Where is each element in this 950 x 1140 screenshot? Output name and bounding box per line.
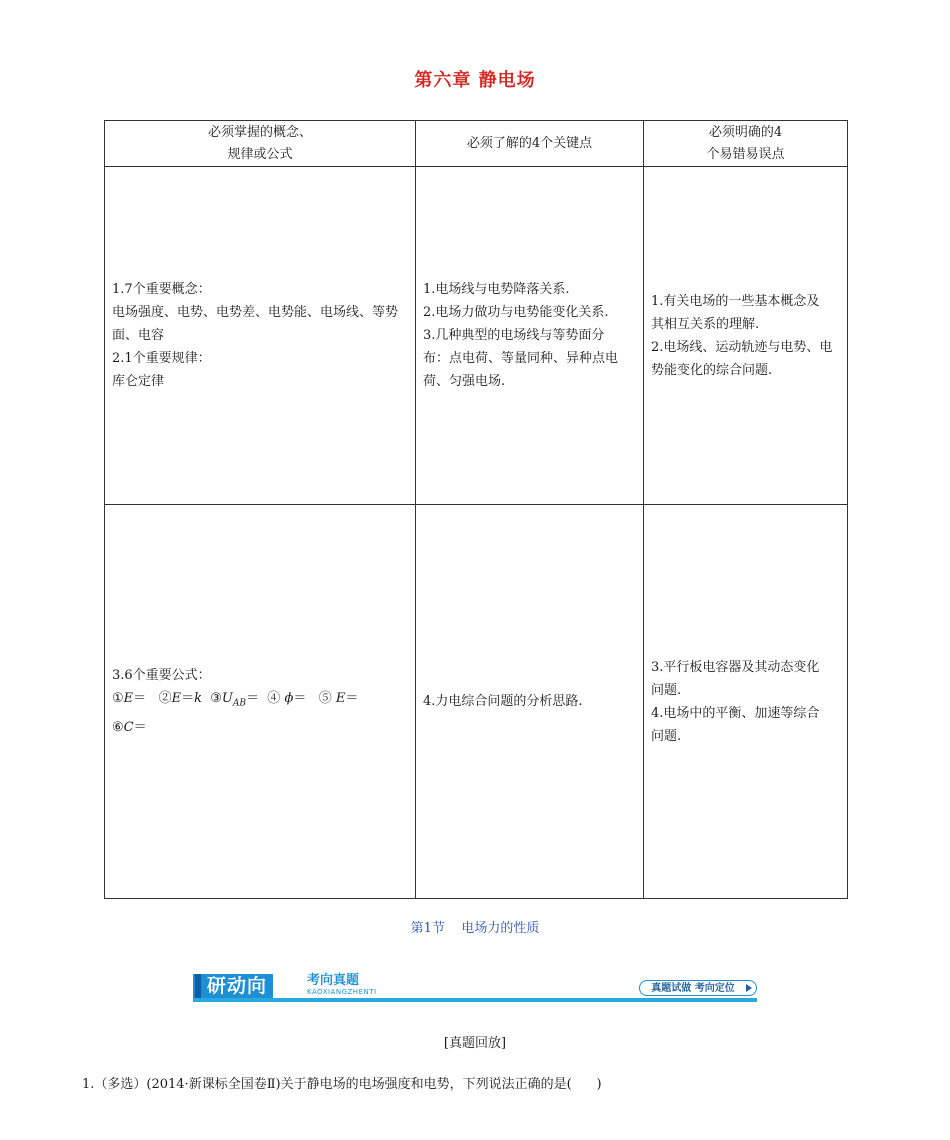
row1-error-points-cell: 1.有关电场的一些基本概念及 其相互关系的理解. 2.电场线、运动轨迹与电势、电 势能变化的综合问题. [644, 167, 848, 505]
row2-error-points-cell: 3.平行板电容器及其动态变化 问题. 4.电场中的平衡、加速等综合 问题. [644, 505, 848, 899]
banner-pinyin: KAOXIANGZHENTI [307, 988, 377, 996]
row2-formulas-cell: 3.6个重要公式： ①E＝ ②E＝k $③U_{AB}=$ ④ ϕ＝ ⑤ E＝ ⑥C＝ [105, 505, 416, 899]
header-concepts: 必须掌握的概念、 规律或公式 [105, 121, 416, 167]
row1-concepts-cell: 1.7个重要概念： 电场强度、电势、电势差、电势能、电场线、等势 面、电容 2.1个重要规律： 库仑定律 [105, 167, 416, 505]
table-row [105, 505, 848, 899]
banner-logo: 研动向 [193, 974, 273, 998]
header-error-points: 必须明确的4 个易错易误点 [644, 121, 848, 167]
table-row [105, 167, 848, 505]
row2-key-points-cell: 4.力电综合问题的分析思路. [416, 505, 644, 899]
banner-underline [193, 998, 757, 1002]
row1-key-points-cell: 1.电场线与电势降落关系. 2.电场力做功与电势能变化关系. 3.几种典型的电场线与等势面分 布：点电荷、等量同种、异种点电 荷、匀强电场. [416, 167, 644, 505]
formula-line: ⑥C＝ [112, 719, 147, 735]
table-header-row [105, 121, 848, 167]
review-label: [真题回放] [443, 1036, 507, 1051]
section-title: 第1节 电场力的性质 [410, 921, 540, 936]
banner-subtitle: 考向真题 [307, 973, 360, 988]
summary-table [104, 120, 848, 899]
banner-tag: 真题试做 考向定位 [639, 980, 757, 996]
chapter-title: 第六章 静电场 [414, 70, 536, 91]
arrow-right-icon [746, 984, 752, 992]
header-key-points: 必须了解的4个关键点 [416, 121, 644, 167]
formula-line: ①E＝ ②E＝k $③U_{AB}=$ ④ ϕ＝ ⑤ E＝ [112, 691, 359, 709]
question-1: 1.（多选）(2014·新课标全国卷Ⅱ)关于静电场的电场强度和电势，下列说法正确的是( ) [82, 1077, 602, 1092]
section-banner [193, 972, 757, 1002]
